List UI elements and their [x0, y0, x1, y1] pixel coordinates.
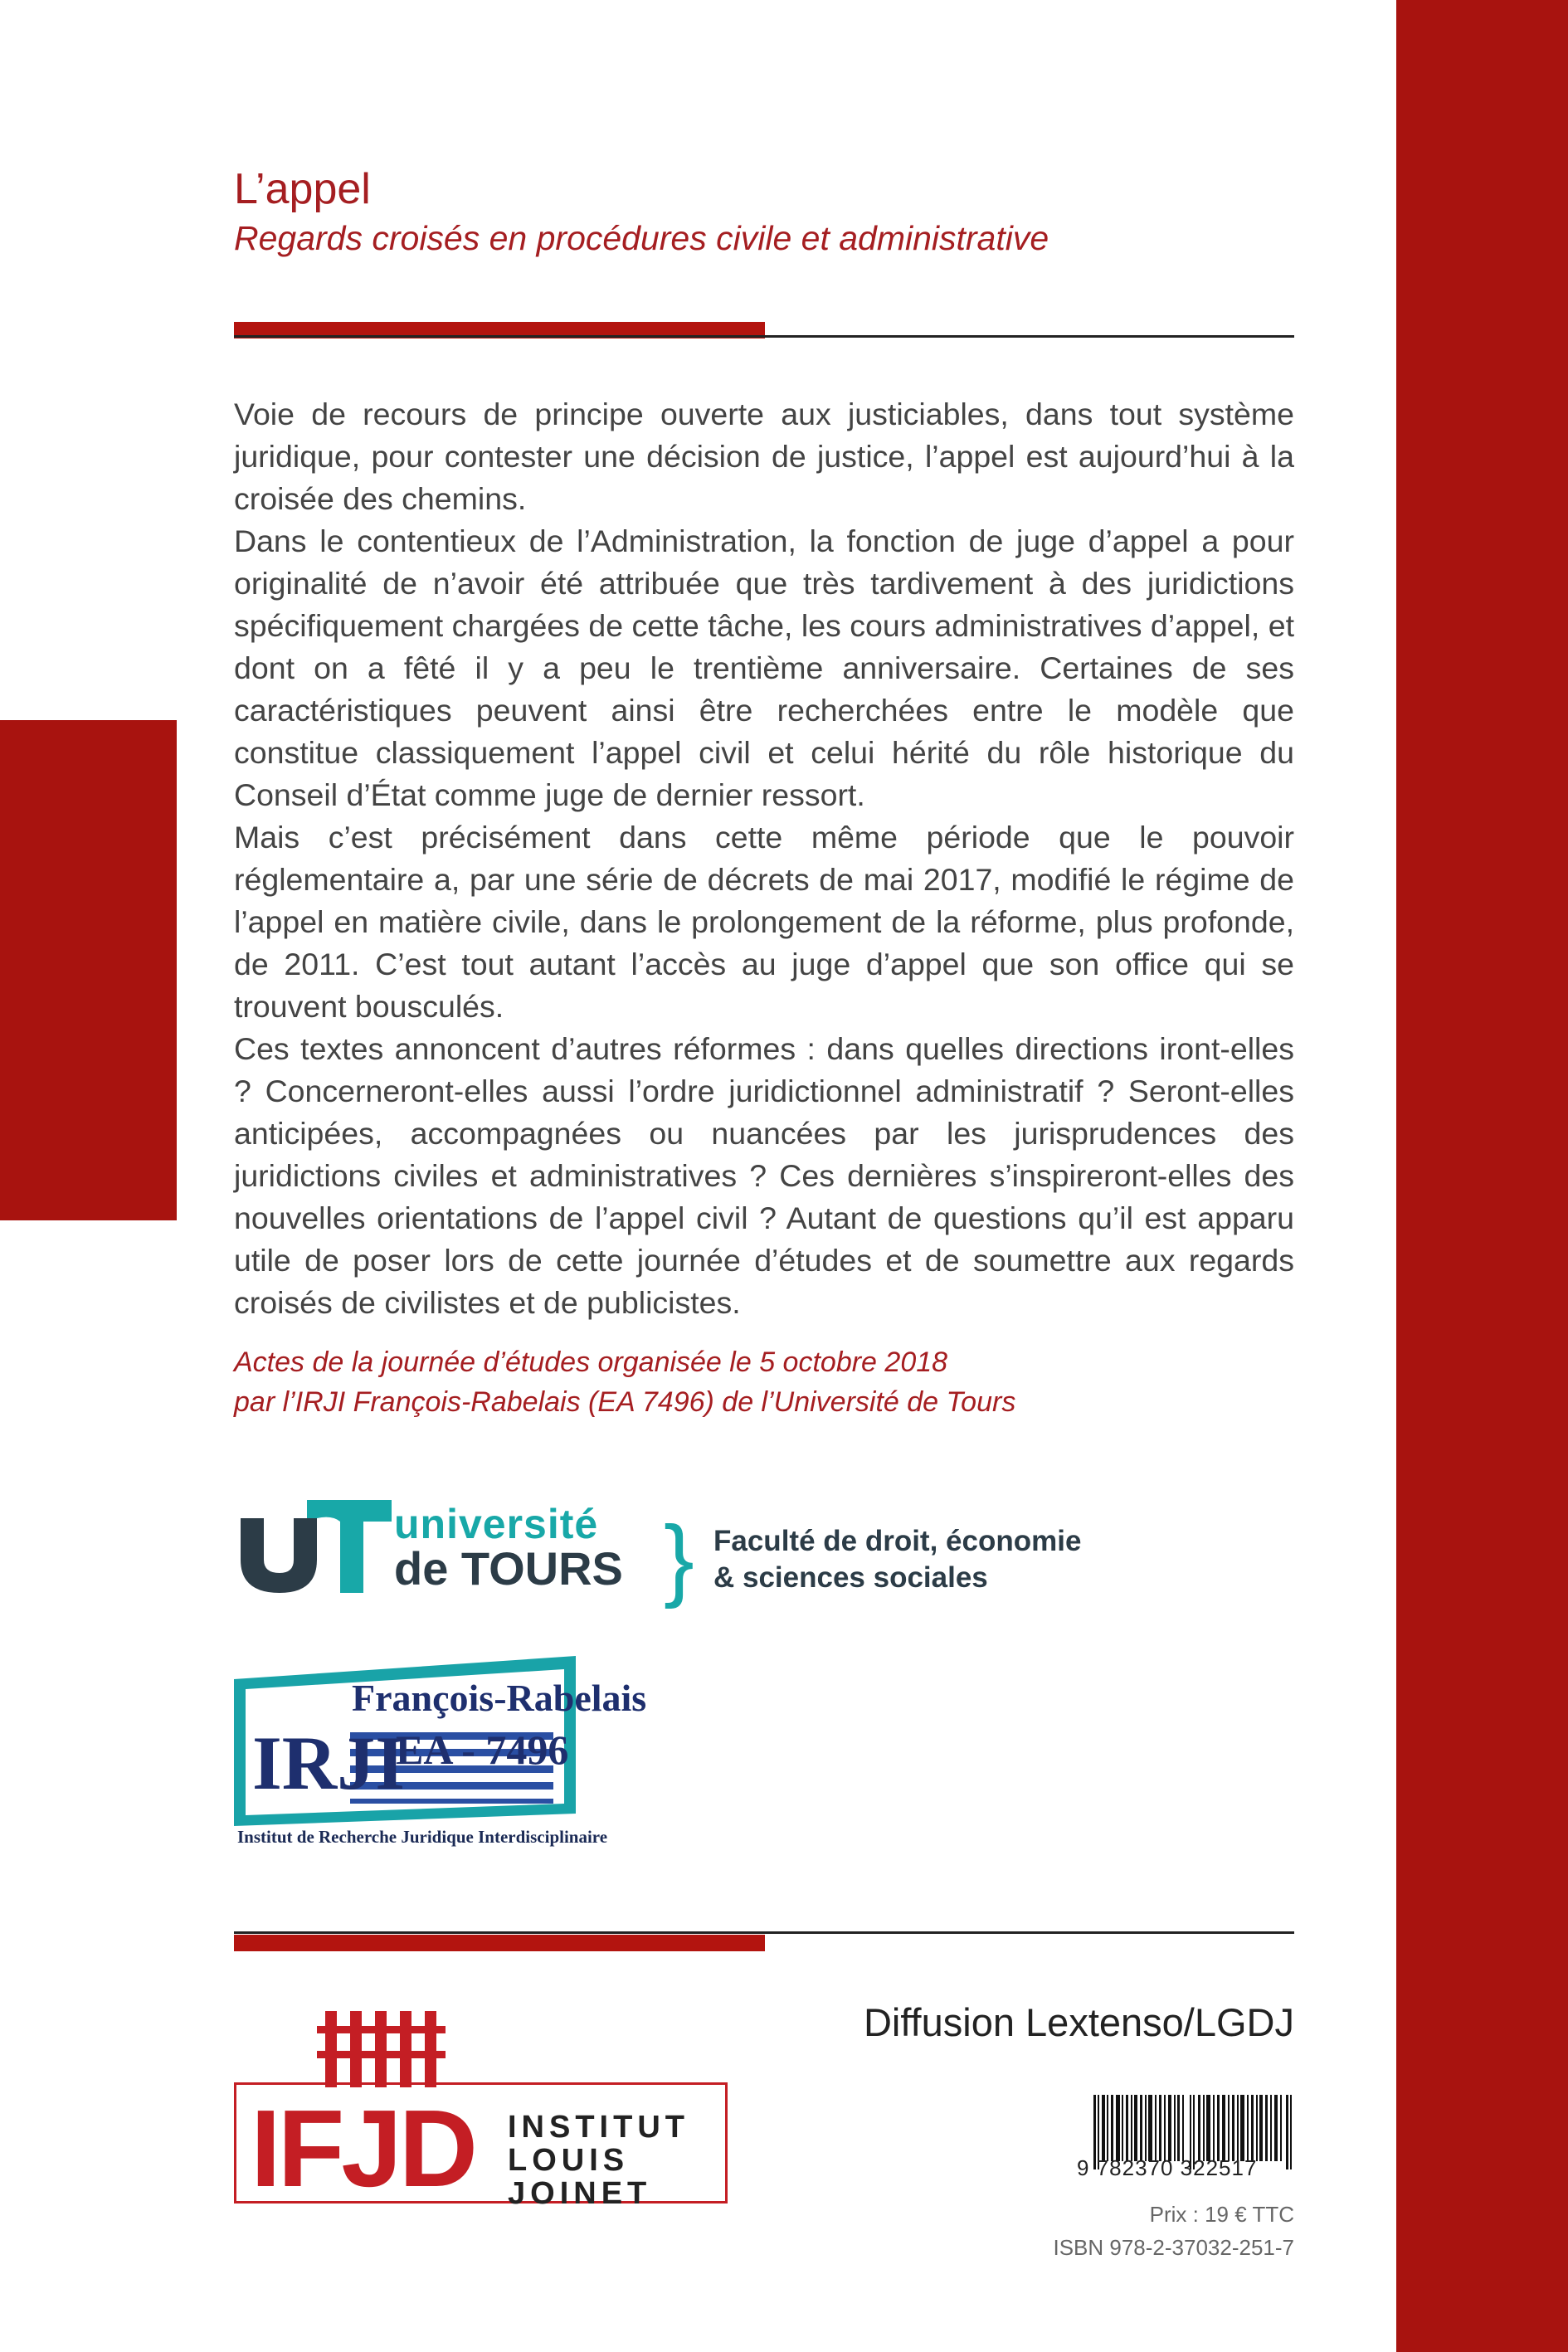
book-title: L’appel [234, 165, 371, 213]
ut-monogram-icon [234, 1485, 400, 1601]
brace-separator-icon: } [664, 1507, 694, 1609]
ifjd-logo [234, 2011, 732, 2211]
irji-name: François-Rabelais [352, 1677, 647, 1719]
top-divider-thin [234, 335, 1294, 338]
universite-word: université [394, 1501, 599, 1547]
price: Prix : 19 € TTC [1149, 2202, 1294, 2227]
right-red-band [1396, 0, 1568, 2352]
ifjd-acronym: IFJD [251, 2087, 475, 2209]
bottom-divider-thick [234, 1935, 765, 1951]
summary-paragraph-4: Ces textes annoncent d’autres réformes : dans quelles directions iront-elles ? Concerneront-elles aussi l’ordre juridictionnel administratif ? Seront-elles anticipées, accompagnées ou nuancées par les jurisprudences des juridictions civiles et administratives ? Ces dernières s’inspireront-elles des nouvelles orientations de l’appel civil ? Autant de questions qu’il est apparu utile de poser lors de cette journée d’études et de soumettre aux regards croisés de civilistes et de publicistes. [234, 1031, 1294, 1320]
irji-emblem-icon [234, 1656, 647, 1826]
proceedings-line-1: Actes de la journée d’études organisée le 5 octobre 2018 [234, 1346, 948, 1378]
summary-paragraph-3: Mais c’est précisément dans cette même période que le pouvoir réglementaire a, par une série de décrets de mai 2017, modifié le régime de l’appel en matière civile, dans le prolongement de la réforme, plus profonde, de 2011. C’est tout autant l’accès au juge d’appel que son office qui se trouvent bousculés. [234, 820, 1294, 1024]
irji-code: EA - 7496 [396, 1726, 569, 1773]
distributor: Diffusion Lextenso/LGDJ [863, 2000, 1294, 2044]
bottom-divider-thin [234, 1931, 1294, 1934]
faculty-line-1: Faculté de droit, économie [713, 1525, 1082, 1557]
summary-paragraph-2: Dans le contentieux de l’Administration, la fonction de juge d’appel a pour originalité de n’avoir été attribuée que très tardivement à des juridictions spécifiquement chargées de cette tâche, les cours administratives d’appel, et dont on a fêté il y a peu le trentième anniversaire. Certaines de ses caractéristiques peuvent ainsi être recherchées entre le modèle que constitue classiquement l’appel civil et celui hérité du rôle historique du Conseil d’État comme juge de dernier ressort. [234, 523, 1294, 812]
universite-tours-logo [234, 1485, 649, 1601]
irji-acronym: IRJI [252, 1721, 406, 1805]
ifjd-line-2: LOUIS [508, 2143, 630, 2178]
collection-number: 105 [38, 1482, 137, 1634]
summary-text [234, 393, 1294, 1324]
summary-paragraph-1: Voie de recours de principe ouverte aux justiciables, dans tout système juridique, pour contester une décision de justice, l’appel est aujourd’hui à la croisée des chemins. [234, 397, 1294, 516]
ifjd-line-1: INSTITUT [508, 2110, 689, 2145]
ifjd-columns-icon [234, 2011, 732, 2094]
collection-number-tab [0, 720, 177, 1634]
isbn: ISBN 978-2-37032-251-7 [1053, 2235, 1294, 2260]
ifjd-line-3: JOINET [508, 2176, 652, 2211]
book-subtitle: Regards croisés en procédures civile et administrative [234, 219, 1049, 257]
de-tours-word: de TOURS [394, 1542, 623, 1595]
proceedings-line-2: par l’IRJI François-Rabelais (EA 7496) de l’Université de Tours [234, 1386, 1016, 1418]
irji-full-name: Institut de Recherche Juridique Interdisciplinaire [237, 1827, 608, 1847]
irji-logo [234, 1656, 647, 1855]
barcode-digits: 9 782370 322517 [1077, 2155, 1258, 2180]
faculty-line-2: & sciences sociales [713, 1561, 988, 1594]
ifjd-institute-name [508, 2111, 689, 2210]
proceedings-note [234, 1342, 1015, 1422]
faculty-name [713, 1523, 1081, 1596]
